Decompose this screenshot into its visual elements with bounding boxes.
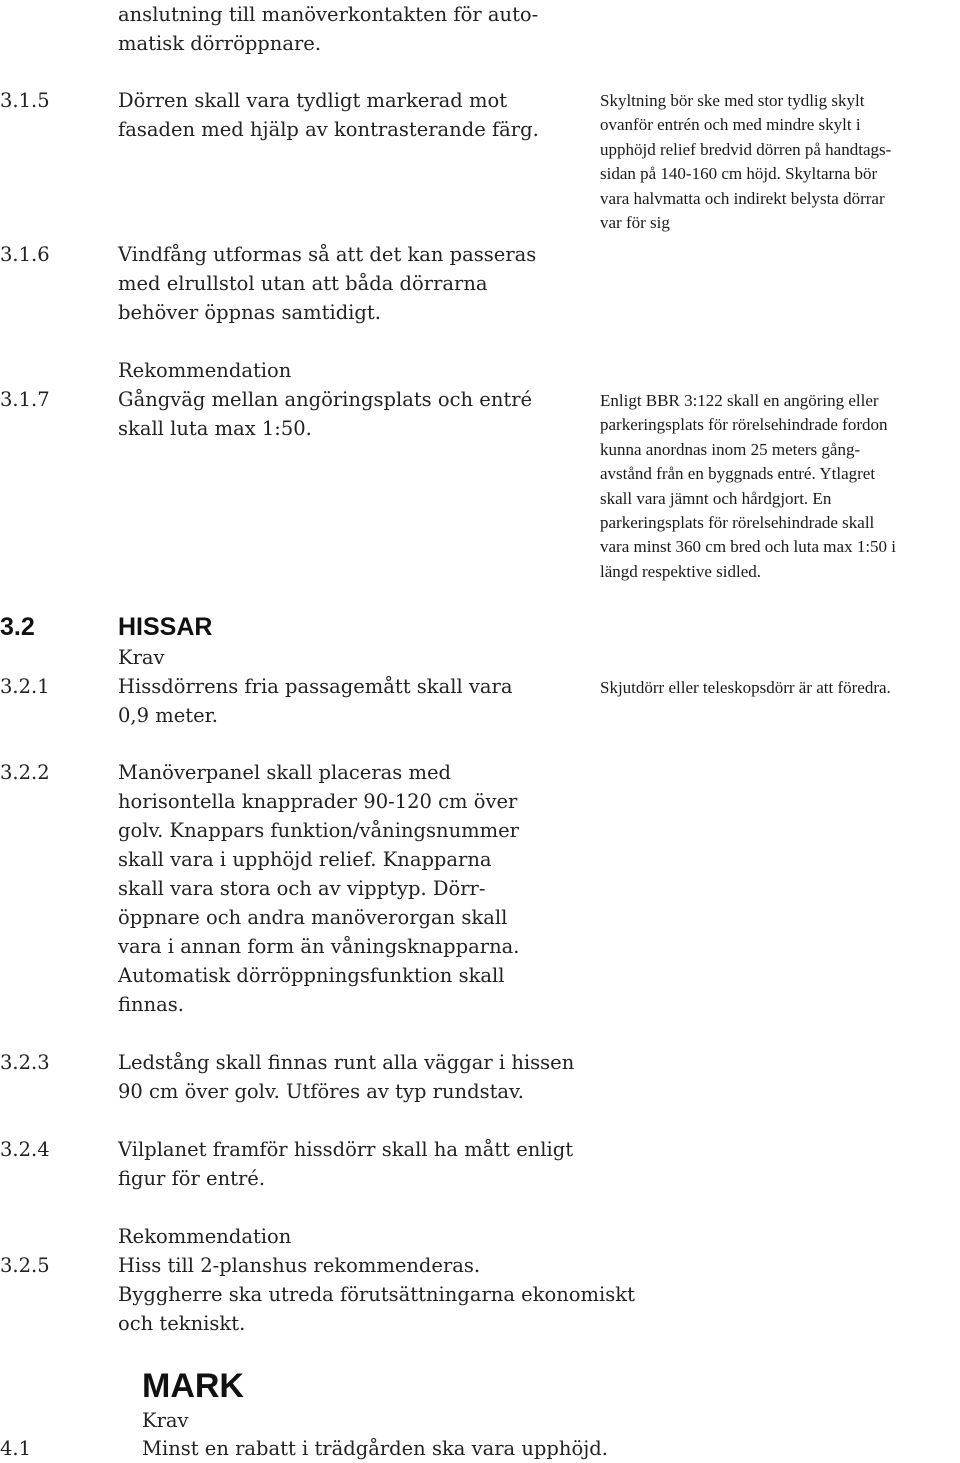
requirement-text: Vindfång utformas så att det kan passeras med elrullstol utan att båda dörrarna behöver öppnas samtidigt. xyxy=(118,243,537,324)
section-number: 3.2.4 xyxy=(0,1138,50,1161)
side-note: Skjutdörr eller teleskopsdörr är att föredra. xyxy=(600,678,891,697)
requirement-text: Minst en rabatt i trädgården ska vara upphöjd. xyxy=(142,1437,608,1460)
requirement-text: Hissdörrens fria passagemått skall vara 0,9 meter. xyxy=(118,675,513,727)
section-number: 3.1.6 xyxy=(0,243,50,266)
requirement-text: Dörren skall vara tydligt markerad mot fasaden med hjälp av kontrasterande färg. xyxy=(118,89,539,141)
side-note: Enligt BBR 3:122 skall en angöring eller parkeringsplats för rörelsehindrade fordon kunna anordnas inom 25 meters gång- avstånd från en byggnads entré. Ytlagret skall vara jämnt och hårdgjort. En parkeringsplats för rörelsehindrade skall vara minst 360 cm bred och luta max 1:50 i längd respektive sidled. xyxy=(600,391,897,581)
recommendation-label: Rekommendation xyxy=(118,359,292,382)
intro-text: anslutning till manöverkontakten för auto- matisk dörröppnare. xyxy=(118,3,539,55)
heading-number: 3.2 xyxy=(0,613,35,641)
heading-title: MARK xyxy=(142,1367,244,1405)
requirement-text: Gångväg mellan angöringsplats och entré skall luta max 1:50. xyxy=(118,388,533,440)
section-number: 3.2.2 xyxy=(0,761,50,784)
heading-title: HISSAR xyxy=(118,613,213,641)
section-number: 3.1.5 xyxy=(0,89,50,112)
requirement-text: Ledstång skall finnas runt alla väggar i hissen 90 cm över golv. Utföres av typ rundstav. xyxy=(118,1051,575,1103)
requirement-text: Hiss till 2-planshus rekommenderas. Byggherre ska utreda förutsättningarna ekonomiskt och tekniskt. xyxy=(118,1254,635,1335)
section-number: 4.1 xyxy=(0,1437,32,1460)
requirement-text: Vilplanet framför hissdörr skall ha mått enligt figur för entré. xyxy=(118,1138,574,1190)
side-note: Skyltning bör ske med stor tydlig skylt ovanför entrén och med mindre skylt i upphöjd relief bredvid dörren på handtags- sidan på 140-160 cm höjd. Skyltarna bör vara halvmatta och indirekt belysta dörrar var för sig xyxy=(600,91,892,233)
section-number: 3.2.3 xyxy=(0,1051,50,1074)
section-number: 3.2.1 xyxy=(0,675,50,698)
requirement-label: Krav xyxy=(142,1409,189,1432)
section-number: 3.2.5 xyxy=(0,1254,50,1277)
section-number: 3.1.7 xyxy=(0,388,50,411)
requirement-text: Manöverpanel skall placeras med horisontella knapprader 90-120 cm över golv. Knappars funktion/våningsnummer skall vara i upphöjd relief. Knapparna skall vara stora och av vipptyp. Dörr- öppnare och andra manöverorgan skall vara i annan form än våningsknapparna. Automatisk dörröppningsfunktion skall finnas. xyxy=(118,761,520,1016)
recommendation-label: Rekommendation xyxy=(118,1225,292,1248)
requirement-label: Krav xyxy=(118,646,165,669)
